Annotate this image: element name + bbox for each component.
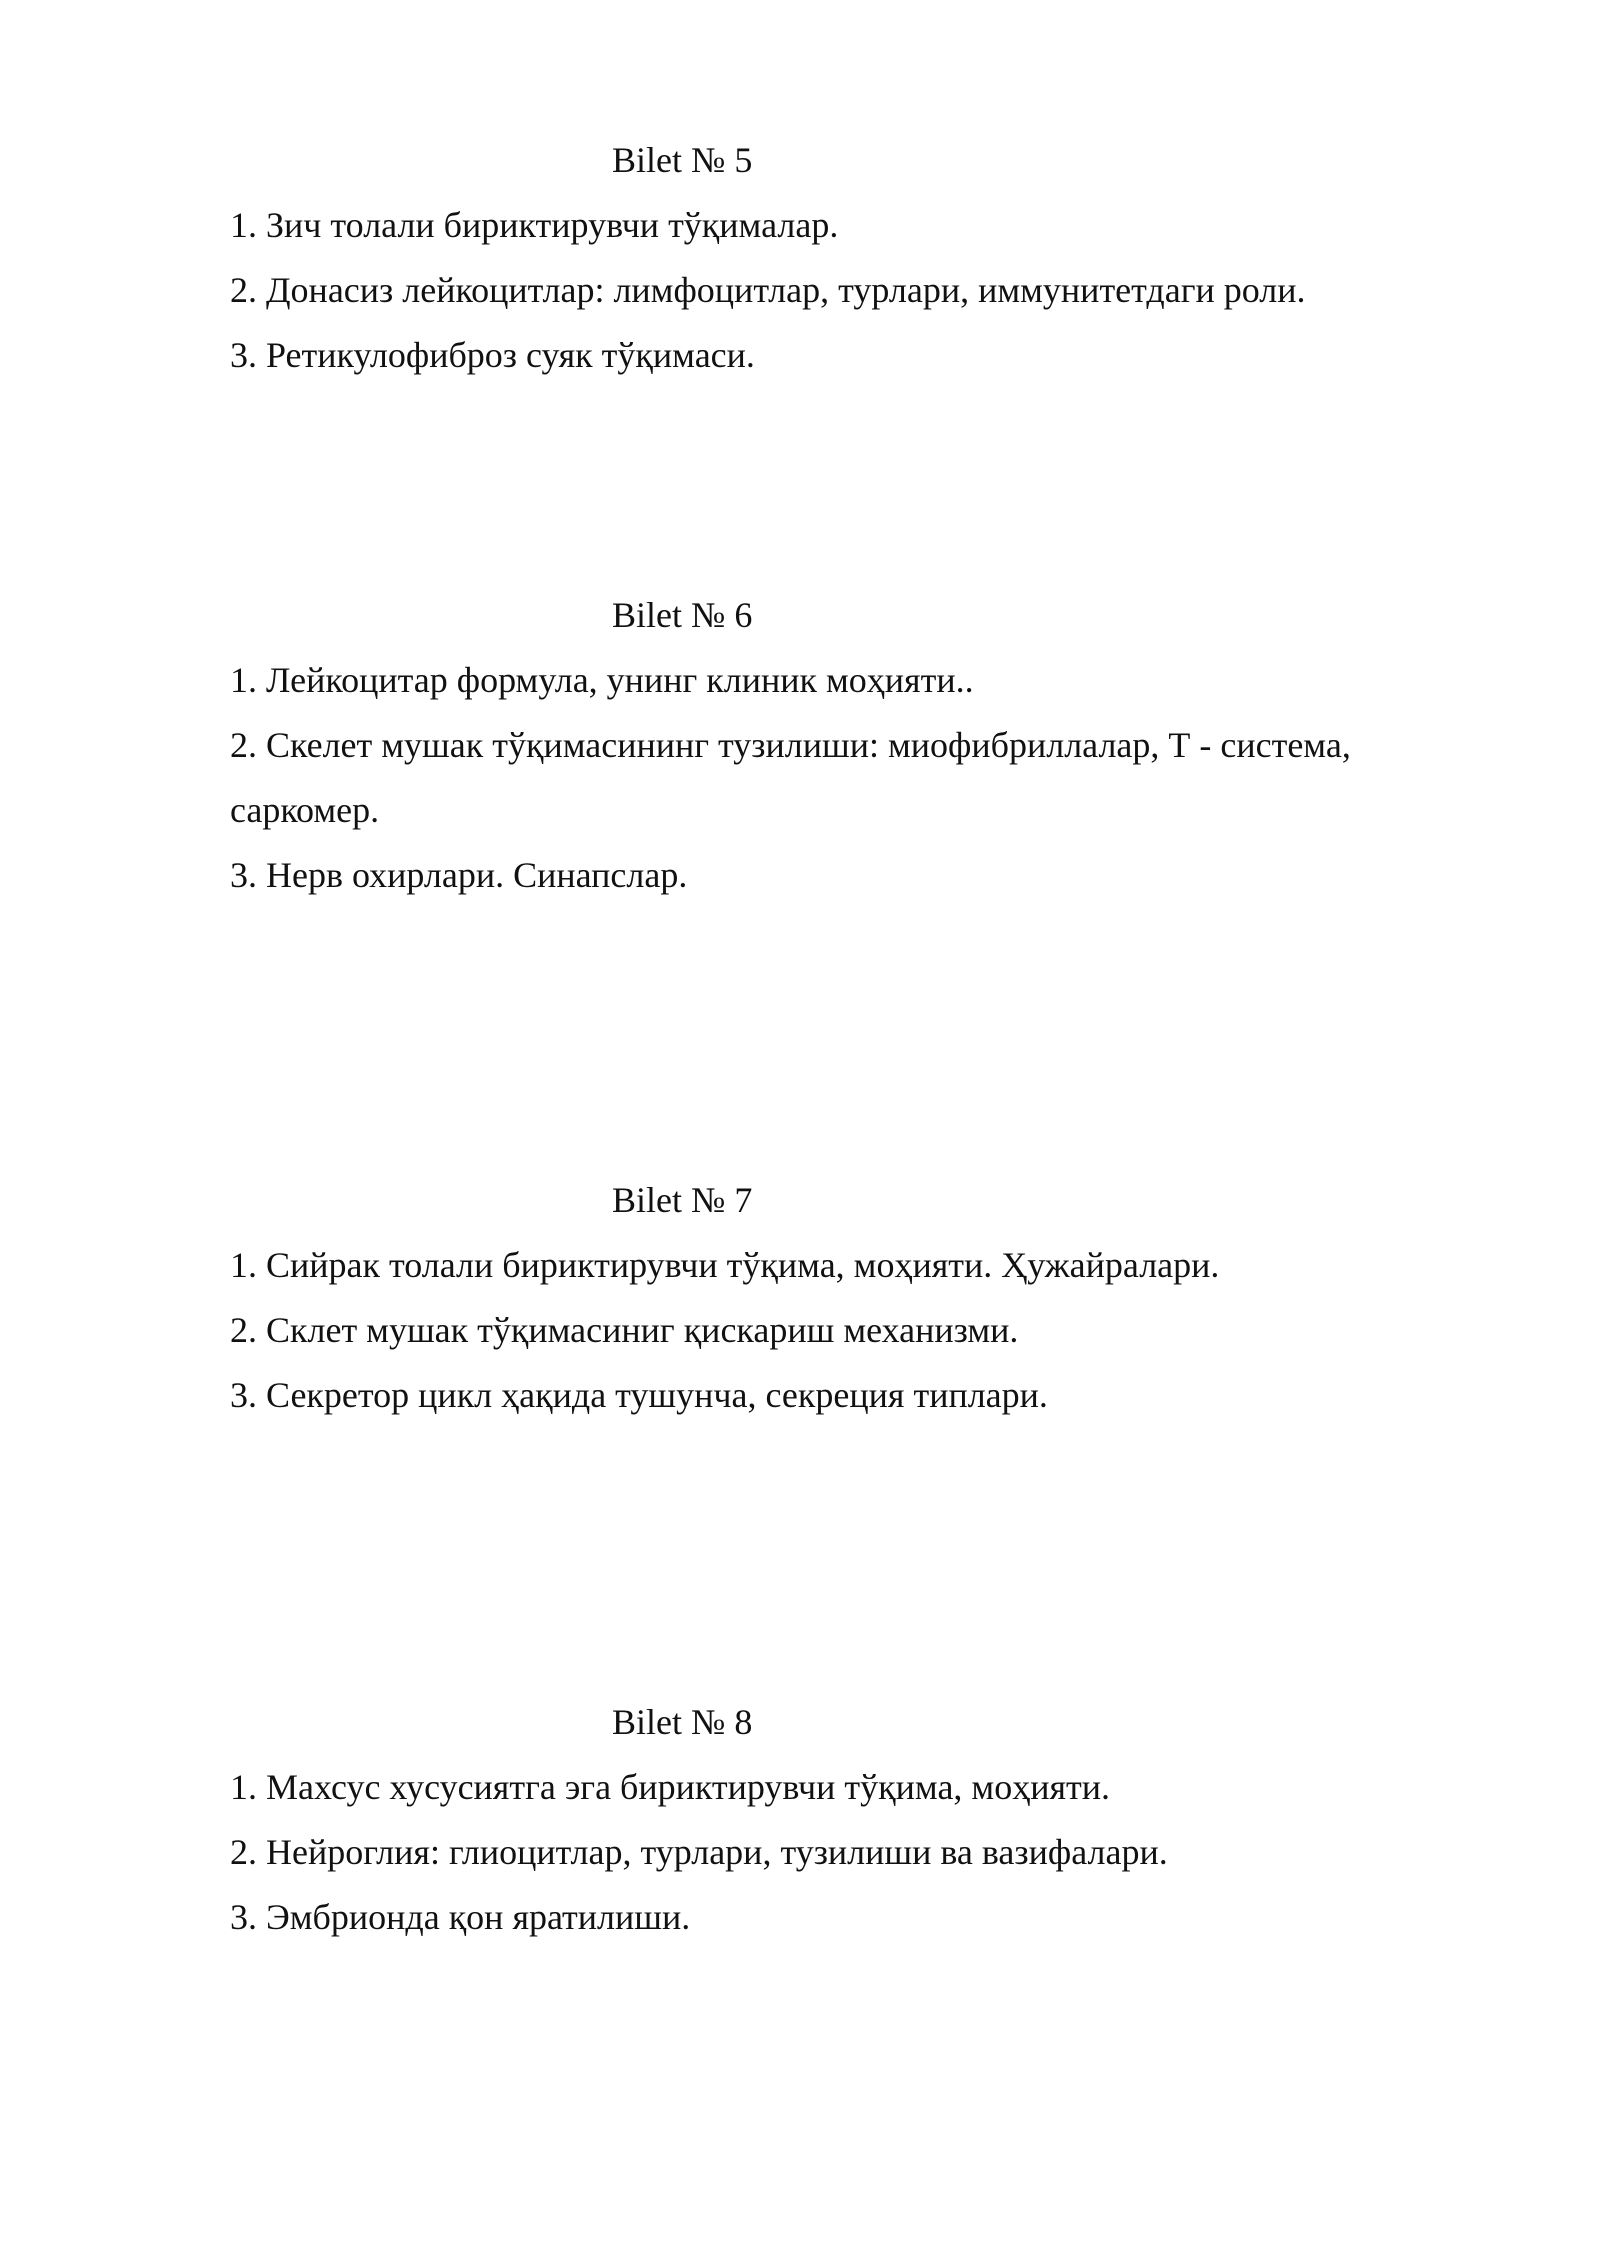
- ticket-title: Bilet № 6: [612, 595, 753, 635]
- question-item: 2. Нейроглия: глиоцитлар, турлари, тузилиши ва вазифалари.: [230, 1832, 1168, 1872]
- question-item: 3. Нерв охирлари. Синапслар.: [230, 855, 688, 895]
- question-item: 3. Ретикулофиброз суяк тўқимаси.: [230, 335, 755, 375]
- question-item: 2. Донасиз лейкоцитлар: лимфоцитлар, турлари, иммунитетдаги роли.: [230, 270, 1306, 310]
- question-item-continuation: саркомер.: [230, 790, 380, 830]
- question-item: 1. Махсус хусусиятга эга бириктирувчи тўқима, моҳияти.: [230, 1767, 1111, 1807]
- question-item: 1. Сийрак толали бириктирувчи тўқима, моҳияти. Ҳужайралари.: [230, 1245, 1220, 1285]
- question-item: 3. Эмбрионда қон яратилиши.: [230, 1897, 691, 1937]
- question-item: 1. Лейкоцитар формула, унинг клиник моҳияти..: [230, 660, 974, 700]
- ticket-title: Bilet № 5: [612, 140, 753, 180]
- ticket-title: Bilet № 8: [612, 1702, 753, 1742]
- question-item: 2. Склет мушак тўқимасиниг қискариш механизми.: [230, 1310, 1019, 1350]
- ticket-title: Bilet № 7: [612, 1180, 753, 1220]
- question-item: 3. Секретор цикл ҳақида тушунча, секреция типлари.: [230, 1375, 1048, 1415]
- question-item: 1. Зич толали бириктирувчи тўқималар.: [230, 205, 839, 245]
- question-item: 2. Скелет мушак тўқимасининг тузилиши: миофибриллалар, Т - система,: [230, 725, 1351, 765]
